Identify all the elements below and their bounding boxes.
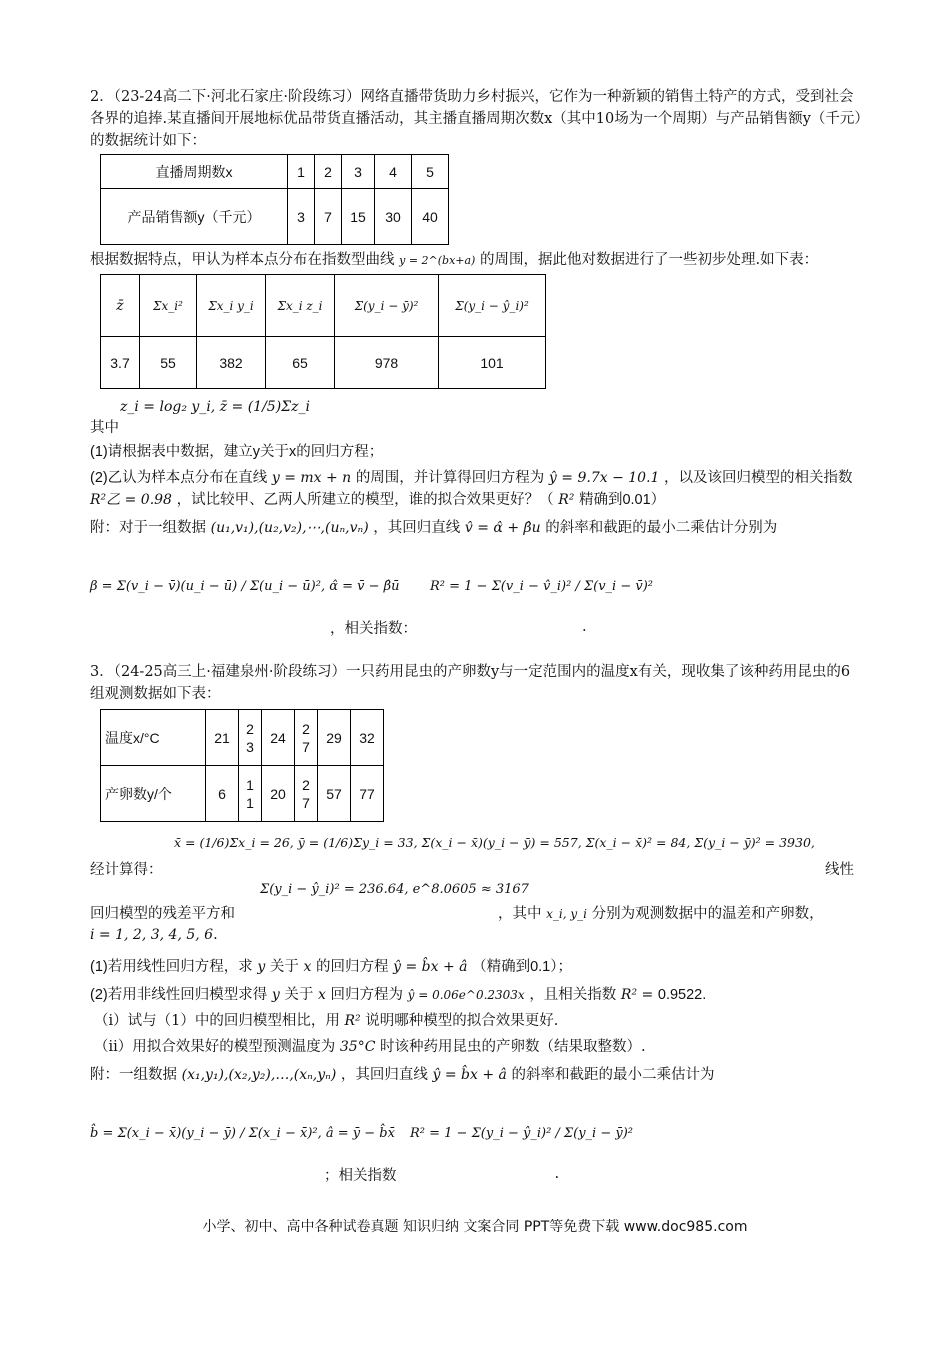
curve-formula: y = 2^(bx+a)	[399, 254, 476, 267]
var-y: y	[271, 987, 280, 1003]
q3-computed	[90, 828, 862, 878]
table-cell: 6	[206, 766, 239, 822]
text-span: 的周围，据此他对数据进行了一些初步处理.如下表：	[479, 252, 819, 268]
table-cell: 23	[239, 710, 262, 766]
table-cell: 382	[197, 337, 266, 389]
text-span: 经计算得：	[90, 862, 163, 878]
text-span: (2)若用非线性回归模型求得	[90, 987, 268, 1003]
var-x: x	[317, 987, 326, 1003]
q3-appendix	[90, 1064, 862, 1086]
table-cell: 55	[140, 337, 197, 389]
text-span: .	[582, 619, 587, 635]
r2-symbol: R² =	[620, 987, 654, 1003]
formula: i = 1, 2, 3, 4, 5, 6	[90, 927, 214, 943]
text-span: ，其中	[498, 906, 542, 922]
text-span: ，以及该回归模型的相关指数	[664, 470, 853, 486]
table-cell: 57	[318, 766, 351, 822]
formula: (x₁,y₁),(x₂,y₂),…,(xₙ,yₙ)	[181, 1067, 337, 1083]
table-cell: 3	[288, 189, 315, 245]
r2-symbol: R²	[344, 1013, 361, 1029]
table-cell: 2	[315, 155, 342, 189]
text-span: 分别为观测数据中的温差和产卵数，	[591, 906, 824, 922]
formula-b: b̂ = Σ(x_i − x̄)(y_i − ȳ) / Σ(x_i − x̄)², â = ȳ − b̂x̄	[90, 1125, 395, 1141]
where-label: 其中	[90, 420, 119, 436]
formula: y = mx + n	[271, 470, 352, 486]
table-cell: 27	[295, 766, 318, 822]
table-header-cell: Σx_i²	[140, 275, 197, 337]
q3-index-line	[90, 924, 862, 946]
q2-intro: 2．（23-24高二下·河北石家庄·阶段练习）网络直播带货助力乡村振兴，它作为一种新颖的销售土特产的方式，受到社会各界的追捧.某直播间开展地标优品带货直播活动，其主播直播周期次数x（其中10场为一个周期）与产品销售额y（千元）的数据统计如下：	[90, 89, 862, 149]
table-cell: 7	[315, 189, 342, 245]
text-span: 回归模型的残差平方和	[90, 906, 235, 922]
table-header-cell: 温度x/°C	[101, 710, 206, 766]
text-span: 根据数据特点，甲认为样本点分布在指数型曲线	[90, 252, 395, 268]
q2-corr-line	[90, 617, 862, 637]
q3-intro: 3．（24-25高三上·福建泉州·阶段练习）一只药用昆虫的产卵数y与一定范围内的温度x有关，现收集了该种药用昆虫的6组观测数据如下表：	[90, 664, 851, 702]
table-cell: 4	[375, 155, 412, 189]
table-header-cell: Σ(y_i − ŷ_i)²	[439, 275, 546, 337]
text-span: 0.9522.	[657, 987, 707, 1003]
formula: R²乙 = 0.98	[90, 492, 172, 508]
table-header-cell: Σ(y_i − ȳ)²	[335, 275, 439, 337]
var-x: x	[303, 959, 312, 975]
q2-table2	[100, 274, 546, 389]
table-header-cell: 产卵数y/个	[101, 766, 206, 822]
text-span: （ii）用拟合效果好的模型预测温度为	[94, 1039, 336, 1055]
q3-sub-ii	[90, 1036, 862, 1058]
text-span: ，其回归直线	[373, 520, 461, 536]
table-cell: 20	[262, 766, 295, 822]
text-span: （精确到0.1）；	[472, 959, 573, 975]
formula: ŷ = 0.06e^0.2303x	[407, 988, 525, 1002]
formula: ŷ = 9.7x − 10.1	[548, 470, 660, 486]
text-span: 回归方程为	[330, 987, 403, 1003]
formula-r2: R² = 1 − Σ(v_i − v̂_i)² / Σ(v_i − v̄)²	[430, 578, 653, 594]
text-span: （i）试与（1）中的回归模型相比，用	[94, 1013, 340, 1029]
table-cell: 77	[351, 766, 384, 822]
table-cell: 15	[342, 189, 375, 245]
table-header-cell: Σx_i z_i	[266, 275, 335, 337]
text-span: 线性	[825, 862, 854, 878]
formula: ŷ = b̂x + â	[432, 1067, 507, 1083]
formula-beta: β = Σ(v_i − v̄)(u_i − ū) / Σ(u_i − ū)², α̂ = v̄ − β̂ū	[90, 578, 400, 594]
formula: (u₁,v₁),(u₂,v₂),⋯,(uₙ,vₙ)	[210, 520, 369, 536]
q2-appendix	[90, 517, 862, 539]
text-span: 关于	[284, 987, 314, 1003]
q3-part2	[90, 984, 862, 1006]
text-span: 附：一组数据	[90, 1067, 177, 1083]
formula-r2: R² = 1 − Σ(y_i − ŷ_i)² / Σ(y_i − ȳ)²	[410, 1125, 633, 1141]
q3-residual	[90, 878, 862, 924]
q3-corr-line	[90, 1164, 862, 1184]
table-cell: 3.7	[101, 337, 140, 389]
q2-formula-block	[90, 547, 862, 625]
q3-sub-i	[90, 1010, 862, 1032]
var-y: y	[257, 959, 266, 975]
table-cell: 21	[206, 710, 239, 766]
q3-table	[100, 709, 384, 822]
r2-symbol: R²	[558, 492, 575, 508]
period: .	[213, 927, 218, 943]
table-cell: 65	[266, 337, 335, 389]
document-page	[90, 86, 862, 1184]
text-span: ，其回归直线	[340, 1067, 428, 1083]
q3-part1	[90, 956, 862, 978]
table-cell: 40	[412, 189, 449, 245]
text-span: ，相关指数：	[330, 620, 417, 637]
formula: z_i = log₂ y_i, z̄ = (1/5)Σz_i	[120, 399, 310, 415]
table-cell: 1	[288, 155, 315, 189]
text-span: 的回归方程	[316, 959, 389, 975]
text-span: (2)乙认为样本点分布在直线	[90, 470, 268, 486]
text-span: ，且相关指数	[529, 987, 617, 1003]
table-header-cell: z̄	[101, 275, 140, 337]
q3-residual-tail	[498, 902, 824, 923]
table-cell: 3	[342, 155, 375, 189]
text-span: 的斜率和截距的最小二乘估计分别为	[545, 520, 778, 536]
text-span: ，试比较甲、乙两人所建立的模型，谁的拟合效果更好？（	[176, 492, 554, 508]
table-cell: 5	[412, 155, 449, 189]
footer: 小学、初中、高中各种试卷真题 知识归纳 文案合同 PPT等免费下载 www.doc985.com	[202, 1219, 748, 1235]
formula: Σ(y_i − ŷ_i)² = 236.64, e^8.0605 ≈ 3167	[260, 882, 529, 897]
text-span: 精确到0.01）	[578, 492, 666, 508]
text-span: 的斜率和截距的最小二乘估计为	[511, 1067, 715, 1083]
formula: v̂ = α̂ + β̂u	[464, 520, 541, 536]
table-cell: 30	[375, 189, 412, 245]
text-span: ；相关指数	[324, 1167, 397, 1184]
q3-formula-block	[90, 1096, 862, 1170]
formula: ŷ = b̂x + â	[393, 959, 468, 975]
formula: x̄ = (1/6)Σx_i = 26, ȳ = (1/6)Σy_i = 33, Σ(x_i − x̄)(y_i − ȳ) = 557, Σ(x_i − x̄)² = 84, Σ(y_i − ȳ)² = 3930,	[174, 835, 815, 850]
table-cell: 978	[335, 337, 439, 389]
table-cell: 24	[262, 710, 295, 766]
q2-part2	[90, 467, 862, 511]
table-header-cell: Σx_i y_i	[197, 275, 266, 337]
where-formula	[90, 397, 862, 417]
table-cell: 101	[439, 337, 546, 389]
formula: x_i, y_i	[546, 907, 587, 921]
q2-part1: (1)请根据表中数据，建立y关于x的回归方程；	[90, 444, 384, 460]
text-span: 时该种药用昆虫的产卵数（结果取整数）.	[380, 1039, 646, 1055]
formula: 35°C	[339, 1039, 376, 1055]
table-cell: 29	[318, 710, 351, 766]
text-span: 的周围，并计算得回归方程为	[355, 470, 545, 486]
text-span: 说明哪种模型的拟合效果更好.	[365, 1013, 559, 1029]
table-cell: 11	[239, 766, 262, 822]
q2-model-text	[90, 249, 862, 272]
q2-table1	[100, 154, 449, 245]
table-header-cell: 直播周期数x	[101, 155, 288, 189]
text-span: 附：对于一组数据	[90, 520, 206, 536]
text-span: .	[554, 1166, 560, 1182]
text-span: 关于	[269, 959, 299, 975]
text-span: (1)若用线性回归方程，求	[90, 959, 253, 975]
table-header-cell: 产品销售额y（千元）	[101, 189, 288, 245]
table-cell: 32	[351, 710, 384, 766]
table-cell: 27	[295, 710, 318, 766]
